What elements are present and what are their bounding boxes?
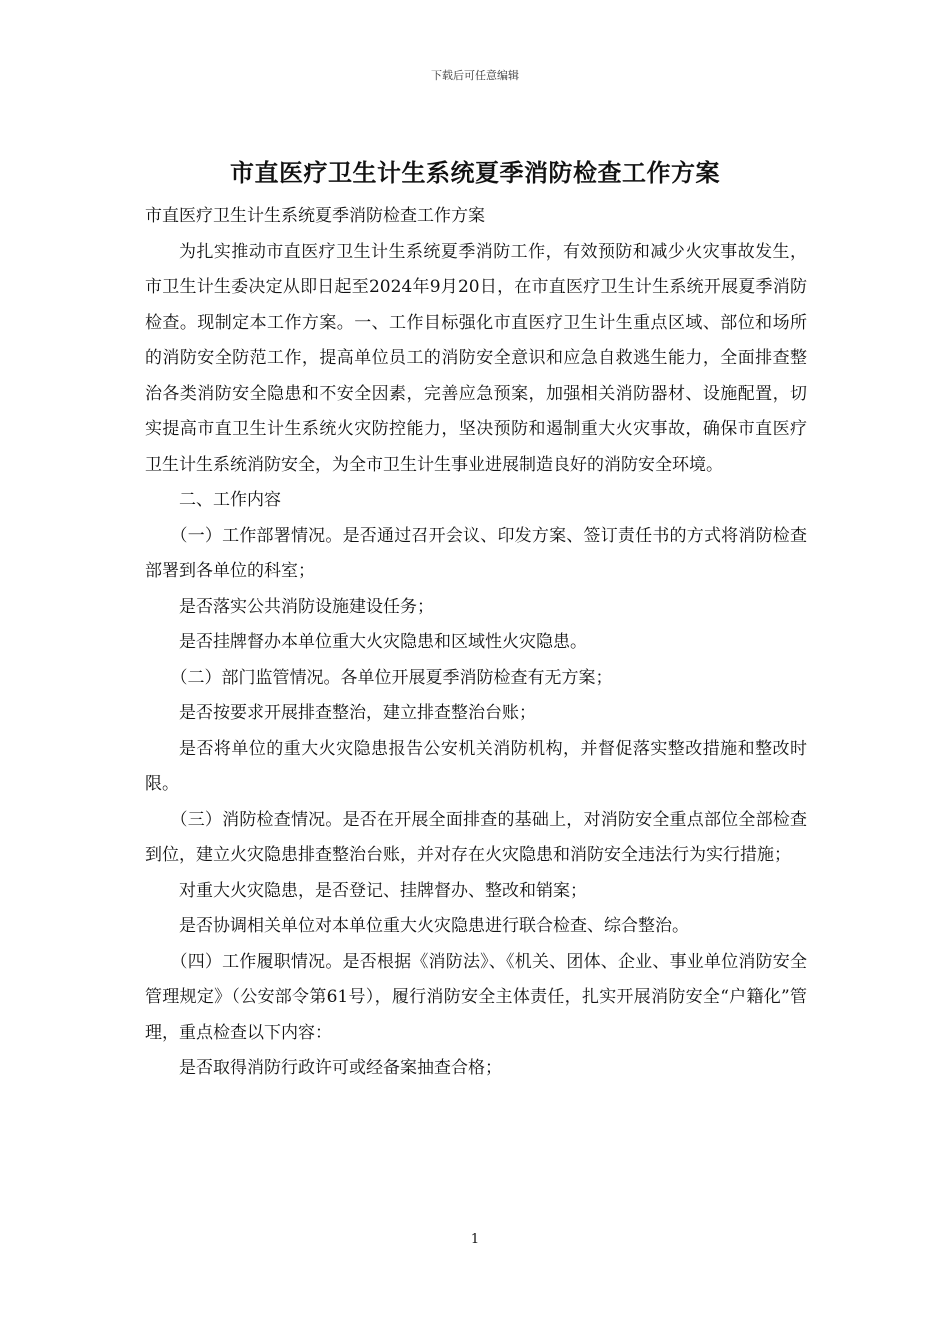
paragraph-duty-performance: （四）工作履职情况。是否根据《消防法》、《机关、团体、企业、事业单位消防安全管理规定》（公安部令第61号），履行消防安全主体责任，扎实开展消防安全“户籍化”管理，重点检查以下内容： (145, 951, 807, 1043)
paragraph-major-hazards: 对重大火灾隐患，是否登记、挂牌督办、整改和销案； (179, 880, 587, 901)
document-body (145, 199, 807, 1087)
page-number: 1 (470, 1232, 480, 1247)
paragraph-public-facilities: 是否落实公共消防设施建设任务； (179, 596, 434, 617)
document-subtitle: 市直医疗卫生计生系统夏季消防检查工作方案 (145, 206, 485, 226)
document-title: 市直医疗卫生计生系统夏季消防检查工作方案 (230, 158, 720, 187)
section-heading-work-content: 二、工作内容 (179, 490, 281, 510)
paragraph-report-hazards: 是否将单位的重大火灾隐患报告公安机关消防机构，并督促落实整改措施和整改时限。 (145, 738, 807, 794)
paragraph-supervision-listing: 是否挂牌督办本单位重大火灾隐患和区域性火灾隐患。 (179, 632, 587, 652)
paragraph-rectification-ledger: 是否按要求开展排查整治，建立排查整治台账； (179, 703, 536, 723)
paragraph-license-check: 是否取得消防行政许可或经备案抽查合格； (179, 1058, 502, 1078)
paragraph-department-supervision: （二）部门监管情况。各单位开展夏季消防检查有无方案； (170, 667, 613, 688)
paragraph-joint-inspection: 是否协调相关单位对本单位重大火灾隐患进行联合检查、综合整治。 (179, 916, 689, 936)
paragraph-deployment: （一）工作部署情况。是否通过召开会议、印发方案、签订责任书的方式将消防检查部署到各单位的科室； (145, 525, 807, 581)
paragraph-fire-inspection: （三）消防检查情况。是否在开展全面排查的基础上，对消防安全重点部位全部检查到位，建立火灾隐患排查整治台账，并对存在火灾隐患和消防安全违法行为实行措施； (145, 809, 807, 865)
header-note: 下载后可任意编辑 (431, 69, 519, 82)
paragraph-intro: 为扎实推动市直医疗卫生计生系统夏季消防工作，有效预防和减少火灾事故发生，市卫生计生委决定从即日起至2024年9月20日，在市直医疗卫生计生系统开展夏季消防检查。现制定本工作方案。一、工作目标强化市直医疗卫生计生重点区域、部位和场所的消防安全防范工作，提高单位员工的消防安全意识和应急自救逃生能力，全面排查整治各类消防安全隐患和不安全因素，完善应急预案，加强相关消防器材、设施配置，切实提高市直卫生计生系统火灾防控能力，坚决预防和遏制重大火灾事故，确保市直医疗卫生计生系统消防安全，为全市卫生计生事业进展制造良好的消防安全环境。 (145, 241, 807, 475)
